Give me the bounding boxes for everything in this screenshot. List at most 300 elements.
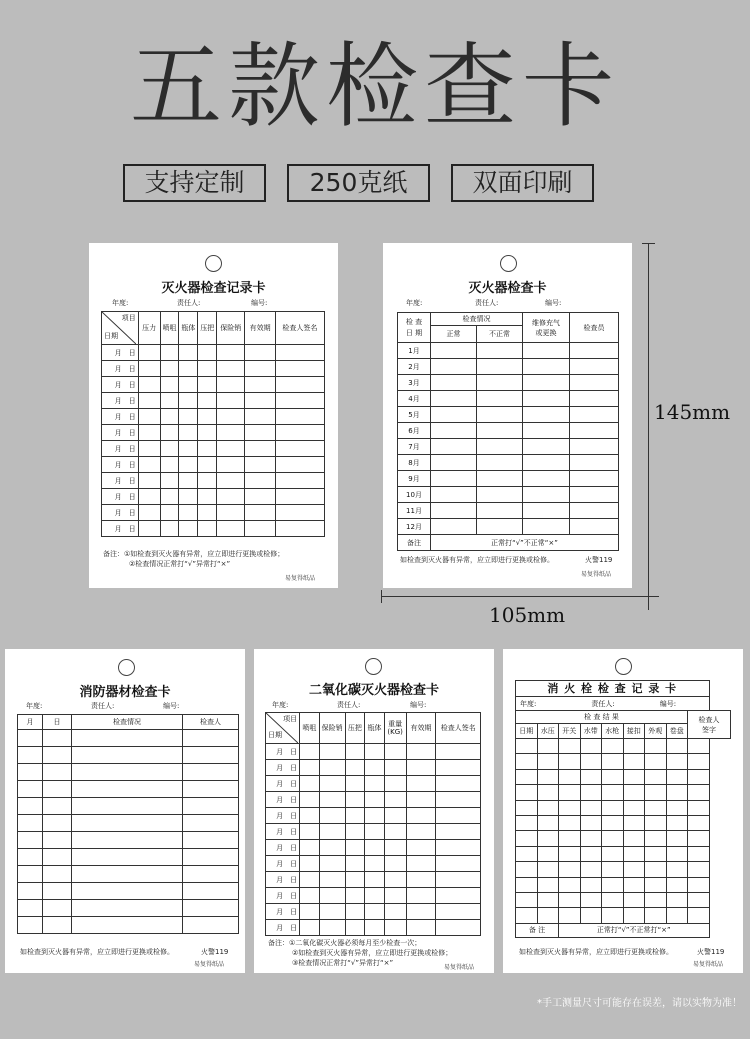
table-cell	[138, 425, 160, 441]
table-cell	[623, 739, 645, 754]
table-cell	[43, 798, 72, 815]
remark-label: 备 注	[516, 923, 559, 937]
table-cell	[217, 473, 245, 489]
table-cell	[688, 831, 710, 846]
table-row	[266, 776, 481, 792]
table-cell	[559, 815, 581, 830]
table-cell	[183, 764, 239, 781]
table-cell	[275, 489, 324, 505]
month-cell: 4月	[398, 391, 431, 407]
table-cell	[477, 455, 523, 471]
note-line-2: ②如检查到灭火器有异常，应立即进行更换或检修；	[292, 949, 453, 957]
table-cell	[18, 883, 43, 900]
header-cell: 卷盘	[666, 724, 688, 739]
hang-hole	[118, 659, 135, 676]
tag-custom: 支持定制	[123, 164, 266, 202]
table-cell	[275, 377, 324, 393]
table-cell	[523, 391, 570, 407]
table-cell	[245, 345, 275, 361]
table-cell	[18, 764, 43, 781]
table-cell	[275, 345, 324, 361]
date-cell: 月 日	[266, 840, 300, 856]
table-cell	[580, 815, 602, 830]
header-row	[266, 713, 481, 744]
table-cell	[365, 856, 385, 872]
table-cell	[138, 345, 160, 361]
table-cell	[436, 856, 481, 872]
note-line-1: 备注：①二氧化碳灭火器必须每月至少检查一次；	[268, 939, 422, 947]
table-cell	[570, 439, 619, 455]
table-cell	[523, 439, 570, 455]
month-cell: 8月	[398, 455, 431, 471]
table-cell	[516, 815, 538, 830]
table-row	[516, 846, 731, 861]
table-cell	[275, 409, 324, 425]
table-cell	[160, 441, 179, 457]
table-cell	[72, 730, 183, 747]
table-cell	[43, 900, 72, 917]
table-cell	[602, 908, 624, 923]
table-row	[102, 393, 325, 409]
table-cell	[245, 361, 275, 377]
date-cell: 月 日	[102, 441, 139, 457]
brand-label: 易复得纸品	[444, 964, 475, 971]
table-cell	[602, 846, 624, 861]
header-row	[18, 715, 239, 730]
table-cell	[477, 439, 523, 455]
table-cell	[602, 769, 624, 784]
table-cell	[523, 375, 570, 391]
table-cell	[570, 343, 619, 359]
table-row	[398, 439, 619, 455]
table-cell	[217, 489, 245, 505]
date-cell: 月 日	[102, 505, 139, 521]
table-cell	[406, 776, 436, 792]
table-cell	[18, 832, 43, 849]
table-row	[516, 815, 731, 830]
table-cell	[275, 505, 324, 521]
table-cell	[537, 846, 559, 861]
table-cell	[183, 747, 239, 764]
table-cell	[179, 361, 198, 377]
table-cell	[198, 361, 217, 377]
table-cell	[537, 908, 559, 923]
header-row	[398, 313, 619, 326]
table-cell	[645, 862, 667, 877]
table-cell	[645, 908, 667, 923]
table-row	[102, 489, 325, 505]
table-cell	[602, 815, 624, 830]
remark-text: 正常打“√”不正常打“×”	[559, 923, 710, 937]
date-cell: 月 日	[266, 792, 300, 808]
table-cell	[179, 409, 198, 425]
table-row	[398, 359, 619, 375]
table-cell	[688, 785, 710, 800]
table-cell	[570, 519, 619, 535]
table-cell	[623, 892, 645, 907]
table-cell	[183, 917, 239, 934]
table-cell	[559, 831, 581, 846]
table-cell	[319, 904, 345, 920]
table-cell	[245, 521, 275, 537]
table-cell	[559, 785, 581, 800]
table-row	[18, 883, 239, 900]
date-cell: 月 日	[102, 489, 139, 505]
table-cell	[198, 457, 217, 473]
table-cell	[688, 815, 710, 830]
table-cell	[384, 872, 406, 888]
table-cell	[645, 815, 667, 830]
table-cell	[623, 800, 645, 815]
table-cell	[645, 877, 667, 892]
table-cell	[559, 892, 581, 907]
corner-cell	[266, 713, 300, 744]
table-row	[266, 888, 481, 904]
table-cell	[245, 473, 275, 489]
table-cell	[602, 892, 624, 907]
table-cell	[537, 769, 559, 784]
table-cell	[179, 489, 198, 505]
card-title: 消 火 栓 检 查 记 录 卡	[516, 681, 710, 697]
table-cell	[300, 792, 320, 808]
table-row	[516, 831, 731, 846]
table-cell	[436, 872, 481, 888]
year-label: 年度:	[112, 299, 129, 307]
table-cell	[72, 815, 183, 832]
table-cell	[537, 862, 559, 877]
note-line-1: 备注：①如检查到灭火器有异常，应立即进行更换或检修；	[103, 550, 285, 558]
table-cell	[217, 377, 245, 393]
date-cell: 月 日	[102, 409, 139, 425]
table-cell	[138, 393, 160, 409]
table-cell	[198, 393, 217, 409]
month-cell: 1月	[398, 343, 431, 359]
meta-cell	[516, 697, 710, 711]
table-row	[18, 747, 239, 764]
header-cell: 重量(KG)	[384, 713, 406, 744]
table-cell	[623, 862, 645, 877]
table-row	[398, 423, 619, 439]
table-cell	[477, 375, 523, 391]
table-cell	[406, 744, 436, 760]
brand-label: 易复得纸品	[194, 961, 225, 968]
table-cell	[43, 764, 72, 781]
table-cell	[43, 815, 72, 832]
table-cell	[431, 423, 477, 439]
card-title: 灭火器检查记录卡	[161, 281, 266, 296]
tag-print: 双面印刷	[451, 164, 594, 202]
table-cell	[138, 505, 160, 521]
table-row	[516, 739, 731, 754]
table-cell	[688, 800, 710, 815]
table-cell	[179, 393, 198, 409]
table-cell	[72, 883, 183, 900]
table-cell	[516, 892, 538, 907]
table-cell	[516, 908, 538, 923]
table-cell	[384, 920, 406, 936]
table-cell	[138, 489, 160, 505]
table-cell	[43, 849, 72, 866]
table-cell	[179, 521, 198, 537]
table-cell	[183, 781, 239, 798]
table-cell	[580, 908, 602, 923]
table-cell	[523, 407, 570, 423]
table-cell	[300, 808, 320, 824]
table-cell	[345, 904, 365, 920]
table-row	[266, 872, 481, 888]
header-cell: 日期	[516, 724, 538, 739]
table-cell	[384, 856, 406, 872]
table-cell	[275, 521, 324, 537]
table-cell	[406, 904, 436, 920]
check-table	[397, 312, 619, 551]
table-cell	[365, 744, 385, 760]
table-cell	[537, 739, 559, 754]
table-cell	[623, 908, 645, 923]
table-cell	[431, 471, 477, 487]
table-cell	[384, 744, 406, 760]
table-cell	[319, 776, 345, 792]
table-cell	[645, 846, 667, 861]
width-dimension: 105mm	[489, 603, 566, 627]
table-row	[398, 343, 619, 359]
table-row	[516, 908, 731, 923]
table-cell	[431, 487, 477, 503]
table-cell	[406, 760, 436, 776]
group-header: 检 查 结 果	[516, 711, 688, 724]
table-cell	[345, 920, 365, 936]
inspector-header: 检查人 签字	[688, 711, 731, 739]
table-cell	[645, 785, 667, 800]
table-cell	[72, 917, 183, 934]
table-cell	[345, 744, 365, 760]
normal-header: 正常	[431, 326, 477, 343]
table-cell	[666, 846, 688, 861]
table-cell	[345, 760, 365, 776]
date-cell: 月 日	[102, 377, 139, 393]
person-label: 责任人:	[337, 701, 361, 709]
card-title: 二氧化碳灭火器检查卡	[308, 683, 439, 698]
table-cell	[436, 840, 481, 856]
table-cell	[431, 391, 477, 407]
table-cell	[570, 423, 619, 439]
table-cell	[559, 846, 581, 861]
table-row	[266, 792, 481, 808]
date-cell: 月 日	[266, 856, 300, 872]
table-cell	[431, 503, 477, 519]
card-title: 消防器材检查卡	[79, 685, 171, 700]
table-cell	[275, 393, 324, 409]
width-tick-left	[381, 590, 382, 603]
remark-row	[516, 923, 731, 937]
table-cell	[217, 441, 245, 457]
table-cell	[245, 393, 275, 409]
table-row	[18, 815, 239, 832]
table-cell	[666, 877, 688, 892]
header-cell: 水枪	[602, 724, 624, 739]
table-cell	[183, 900, 239, 917]
table-cell	[198, 473, 217, 489]
table-cell	[516, 846, 538, 861]
table-cell	[345, 888, 365, 904]
note-line-3: ③检查情况正常打“√”异常打“×”	[292, 959, 394, 967]
table-row	[266, 856, 481, 872]
header-cell: 检查人	[183, 715, 239, 730]
table-cell	[688, 862, 710, 877]
header-cell: 检查情况	[72, 715, 183, 730]
month-cell: 12月	[398, 519, 431, 535]
record-table	[101, 311, 325, 537]
table-cell	[160, 457, 179, 473]
table-cell	[666, 785, 688, 800]
hang-hole	[365, 658, 382, 675]
table-cell	[537, 754, 559, 769]
table-cell	[477, 487, 523, 503]
table-cell	[688, 769, 710, 784]
height-dimension-line	[648, 243, 649, 610]
table-cell	[245, 489, 275, 505]
table-cell	[300, 840, 320, 856]
table-cell	[559, 908, 581, 923]
number-label: 编号:	[163, 702, 180, 710]
table-cell	[183, 866, 239, 883]
hydrant-table	[515, 680, 731, 938]
table-cell	[365, 808, 385, 824]
table-cell	[18, 917, 43, 934]
date-cell: 月 日	[102, 393, 139, 409]
status-header: 检查情况	[431, 313, 523, 326]
table-cell	[72, 849, 183, 866]
table-cell	[72, 866, 183, 883]
brand-label: 易复得纸品	[693, 961, 724, 968]
table-cell	[365, 888, 385, 904]
table-cell	[319, 856, 345, 872]
table-cell	[580, 800, 602, 815]
date-cell: 月 日	[102, 521, 139, 537]
table-cell	[300, 856, 320, 872]
table-cell	[198, 377, 217, 393]
table-cell	[18, 781, 43, 798]
header-cell: 外观	[645, 724, 667, 739]
table-row	[266, 744, 481, 760]
card-title: 灭火器检查卡	[468, 281, 547, 296]
date-cell: 月 日	[102, 473, 139, 489]
table-cell	[183, 815, 239, 832]
table-cell	[384, 904, 406, 920]
table-cell	[245, 377, 275, 393]
table-row	[102, 505, 325, 521]
table-cell	[623, 785, 645, 800]
date-cell: 月 日	[266, 808, 300, 824]
table-cell	[516, 877, 538, 892]
table-row	[102, 361, 325, 377]
header-cell: 压把	[345, 713, 365, 744]
table-cell	[666, 831, 688, 846]
width-dimension-line	[381, 596, 659, 597]
table-cell	[570, 407, 619, 423]
table-row	[398, 455, 619, 471]
table-cell	[523, 503, 570, 519]
date-cell: 月 日	[266, 744, 300, 760]
table-cell	[245, 457, 275, 473]
table-cell	[319, 760, 345, 776]
table-cell	[300, 904, 320, 920]
table-cell	[570, 503, 619, 519]
table-row	[18, 832, 239, 849]
table-cell	[537, 800, 559, 815]
date-cell: 月 日	[266, 824, 300, 840]
date-cell: 月 日	[102, 361, 139, 377]
table-cell	[523, 343, 570, 359]
table-cell	[431, 455, 477, 471]
table-cell	[138, 441, 160, 457]
table-cell	[300, 888, 320, 904]
table-row	[266, 760, 481, 776]
fire-code: 火警119	[585, 556, 613, 564]
table-cell	[245, 505, 275, 521]
header-cell: 检查人签名	[275, 312, 324, 345]
table-cell	[319, 824, 345, 840]
table-cell	[183, 849, 239, 866]
table-cell	[436, 808, 481, 824]
table-row	[102, 473, 325, 489]
table-cell	[580, 831, 602, 846]
header-cell: 日	[43, 715, 72, 730]
table-cell	[319, 840, 345, 856]
table-cell	[217, 521, 245, 537]
table-row	[18, 849, 239, 866]
table-row	[398, 375, 619, 391]
table-cell	[384, 824, 406, 840]
year-label: 年度:	[406, 299, 423, 307]
table-cell	[602, 785, 624, 800]
table-cell	[406, 920, 436, 936]
table-cell	[365, 840, 385, 856]
table-cell	[602, 754, 624, 769]
table-cell	[18, 815, 43, 832]
table-cell	[138, 377, 160, 393]
month-cell: 6月	[398, 423, 431, 439]
equipment-table	[17, 714, 239, 934]
table-cell	[645, 800, 667, 815]
number-label: 编号:	[251, 299, 268, 307]
table-cell	[559, 800, 581, 815]
number-label: 编号:	[410, 701, 427, 709]
table-cell	[406, 824, 436, 840]
table-cell	[217, 409, 245, 425]
table-cell	[245, 425, 275, 441]
table-cell	[570, 455, 619, 471]
height-tick-top	[642, 243, 655, 244]
header-cell: 瓶体	[179, 312, 198, 345]
header-cell: 检查人签名	[436, 713, 481, 744]
table-cell	[198, 489, 217, 505]
table-row	[398, 471, 619, 487]
table-cell	[160, 425, 179, 441]
table-cell	[523, 519, 570, 535]
co2-table	[265, 712, 481, 936]
table-cell	[18, 747, 43, 764]
table-cell	[72, 832, 183, 849]
table-cell	[666, 754, 688, 769]
table-cell	[72, 781, 183, 798]
table-cell	[666, 908, 688, 923]
table-cell	[43, 917, 72, 934]
table-cell	[160, 393, 179, 409]
table-row	[102, 345, 325, 361]
header-cell: 月	[18, 715, 43, 730]
table-cell	[666, 769, 688, 784]
